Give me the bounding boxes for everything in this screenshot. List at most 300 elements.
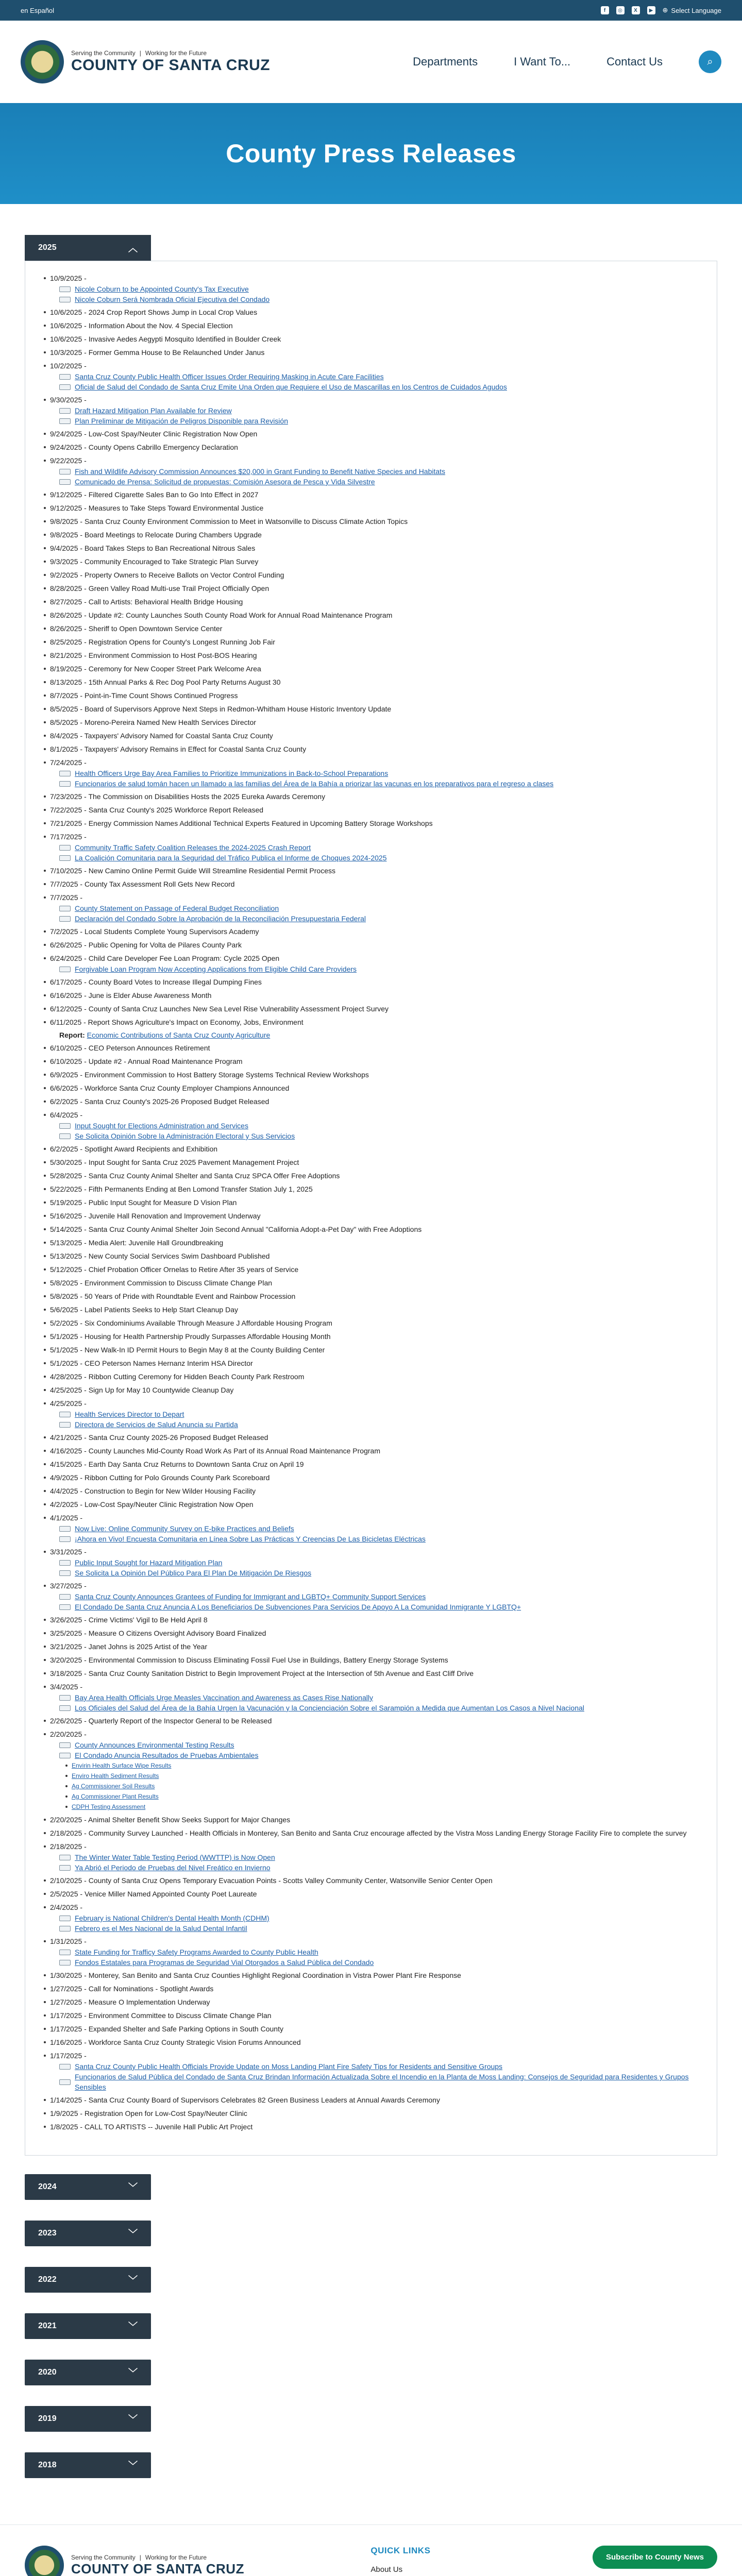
bullet-icon: [44, 1517, 46, 1519]
document-icon: [59, 1526, 71, 1532]
document-icon: [59, 374, 71, 380]
bullet-icon: [44, 1161, 46, 1163]
release-link-row: [44, 1121, 698, 1131]
release-link[interactable]: Nicole Coburn Será Nombrada Oficial Ejecutiva del Condado: [75, 295, 270, 303]
release-date-text: 8/25/2025 - Registration Opens for County's Longest Running Job Fair: [50, 638, 275, 646]
release-link[interactable]: Oficial de Salud del Condado de Santa Cruz Emite Una Orden que Requiere el Uso de Mascarillas en los Centros de Cuidados Agudos: [75, 383, 507, 391]
release-date: [44, 442, 698, 453]
release-date: [44, 1250, 698, 1262]
release-item: [44, 1030, 698, 1040]
bullet-icon: [44, 601, 46, 603]
release-link[interactable]: Forgivable Loan Program Now Accepting Applications from Eligible Child Care Providers: [75, 965, 357, 973]
release-item: [44, 1109, 698, 1141]
year-toggle[interactable]: [25, 2360, 151, 2385]
release-date: [44, 2050, 698, 2061]
release-link[interactable]: Febrero es el Mes Nacional de la Salud Dental Infantil: [75, 1924, 247, 1933]
release-date-text: 5/28/2025 - Santa Cruz County Animal Shelter and Santa Cruz SPCA Offer Free Adoptions: [50, 1172, 340, 1180]
bullet-icon: [44, 1335, 46, 1337]
bullet-icon: [44, 681, 46, 683]
release-link[interactable]: La Coalición Comunitaria para la Seguridad del Tráfico Publica el Informe de Choques 2024-2025: [75, 854, 387, 862]
year-label: 2025: [38, 243, 57, 252]
release-link[interactable]: Nicole Coburn to be Appointed County's Tax Executive: [75, 285, 249, 293]
bullet-icon: [44, 1114, 46, 1116]
release-date: [44, 1668, 698, 1679]
release-item: [44, 1371, 698, 1382]
release-link[interactable]: Plan Preliminar de Mitigación de Peligros Disponible para Revisión: [75, 417, 288, 425]
release-date-text: 6/2/2025 - Spotlight Award Recipients and Exhibition: [50, 1145, 218, 1153]
release-date-text: 6/6/2025 - Workforce Santa Cruz County Employer Champions Announced: [50, 1084, 290, 1092]
release-date: [44, 1398, 698, 1409]
release-item: [44, 650, 698, 661]
release-date: [44, 1681, 698, 1692]
nav-contact-us[interactable]: Contact Us: [606, 55, 663, 68]
select-language[interactable]: [663, 6, 722, 14]
release-date: [44, 1331, 698, 1342]
release-date: [44, 730, 698, 741]
attachment-link[interactable]: Enviro Health Sediment Results: [72, 1772, 159, 1780]
release-link-row: [44, 903, 698, 913]
attachment-link[interactable]: Envirin Health Surface Wipe Results: [72, 1762, 172, 1769]
release-link-row: [44, 1419, 698, 1430]
bullet-icon: [44, 1060, 46, 1062]
bullet-icon: [44, 1463, 46, 1465]
release-date-text: 5/8/2025 - 50 Years of Pride with Roundtable Event and Rainbow Procession: [50, 1292, 296, 1300]
bullet-icon: [44, 1008, 46, 1010]
release-date-text: 2/5/2025 - Venice Miller Named Appointed County Poet Laureate: [50, 1890, 257, 1898]
release-item: [44, 320, 698, 331]
release-date: [44, 663, 698, 674]
attachment-row: [44, 1771, 698, 1781]
bullet-icon: [44, 1832, 46, 1834]
release-date: [44, 569, 698, 581]
year-toggle[interactable]: [25, 2406, 151, 2432]
release-date: [44, 1016, 698, 1028]
footer-county-name: COUNTY OF SANTA CRUZ: [71, 2561, 244, 2576]
release-item: [44, 1936, 698, 1968]
release-item: [44, 360, 698, 392]
chevron-down-icon: ﹀: [128, 2182, 138, 2193]
year-toggle[interactable]: [25, 2267, 151, 2293]
release-date: [44, 360, 698, 371]
bullet-icon: [44, 694, 46, 697]
release-date: [44, 1264, 698, 1275]
hero-banner: [0, 103, 742, 204]
bullet-icon: [44, 1175, 46, 1177]
release-date: [44, 1841, 698, 1852]
bullet-icon: [44, 2099, 46, 2101]
release-date: [44, 1237, 698, 1248]
page-title: County Press Releases: [226, 139, 516, 168]
release-date-text: 7/17/2025 -: [50, 833, 87, 841]
release-link[interactable]: Ya Abrió el Periodo de Pruebas del Nivel Freático en Invierno: [75, 1863, 271, 1872]
release-date: [44, 636, 698, 648]
release-link[interactable]: Draft Hazard Mitigation Plan Available for Review: [75, 406, 232, 415]
release-link[interactable]: State Funding for Trafficy Safety Programs Awarded to County Public Health: [75, 1948, 318, 1956]
release-link[interactable]: County Announces Environmental Testing Results: [75, 1741, 234, 1749]
release-date-text: 6/12/2025 - County of Santa Cruz Launches New Sea Level Rise Vulnerability Assessment Project Survey: [50, 1005, 389, 1013]
release-link-row: [44, 1523, 698, 1534]
release-link-row: [44, 382, 698, 392]
release-date-text: 8/5/2025 - Board of Supervisors Approve Next Steps in Redmon-Whitham House Historic Inventory Update: [50, 705, 392, 713]
release-list: [25, 261, 717, 2156]
attachment-row: [44, 1791, 698, 1802]
nav-departments[interactable]: Departments: [413, 55, 478, 68]
bullet-icon: [44, 1585, 46, 1587]
release-item: [44, 307, 698, 318]
release-date: [44, 1485, 698, 1497]
bullet-icon: [44, 628, 46, 630]
release-date: [44, 1827, 698, 1839]
document-icon: [59, 418, 71, 424]
release-date-text: 6/10/2025 - Update #2 - Annual Road Maintenance Program: [50, 1057, 243, 1065]
document-icon: [59, 1916, 71, 1921]
release-date: [44, 703, 698, 715]
bullet-icon: [65, 1775, 68, 1777]
release-date: [44, 1344, 698, 1355]
release-date: [44, 1641, 698, 1652]
release-date-text: 10/9/2025 -: [50, 274, 87, 282]
release-item: [44, 1728, 698, 1812]
bullet-icon: [44, 2055, 46, 2057]
release-date: [44, 1170, 698, 1181]
document-icon: [59, 1705, 71, 1711]
bullet-icon: [65, 1795, 68, 1798]
bullet-icon: [44, 1503, 46, 1505]
document-icon: [59, 1855, 71, 1860]
release-date-text: 1/27/2025 - Measure O Implementation Underway: [50, 1998, 210, 2006]
county-name: COUNTY OF SANTA CRUZ: [71, 57, 271, 74]
document-icon: [59, 1742, 71, 1748]
release-date-text: 9/24/2025 - Low-Cost Spay/Neuter Clinic Registration Now Open: [50, 430, 258, 438]
release-date-text: 3/18/2025 - Santa Cruz County Sanitation District to Begin Improvement Project at the Intersection of 5th Avenue and East Cliff Drive: [50, 1669, 474, 1677]
release-link[interactable]: Funcionarios de salud tomán hacen un llamado a las familias del Área de la Bahía a priorizar las vacunas en los preparativos para el regreso a clases: [75, 779, 554, 788]
release-date: [44, 394, 698, 405]
attachment-link[interactable]: Ag Commissioner Plant Results: [72, 1793, 159, 1800]
release-date: [44, 347, 698, 358]
bullet-icon: [44, 1295, 46, 1297]
release-item: [44, 2037, 698, 2048]
release-link[interactable]: Los Oficiales del Salud del Área de la Bahía Urgen la Vacunación y la Concienciación Sobre el Sarampión a Medida que Aumentan Los Casos a Nivel Nacional: [75, 1704, 584, 1712]
release-date-text: 1/17/2025 -: [50, 2052, 87, 2060]
release-link[interactable]: Declaración del Condado Sobre la Aprobación de la Reconciliación Presupuestaria Federal: [75, 914, 366, 923]
release-date-text: 7/7/2025 - County Tax Assessment Roll Gets New Record: [50, 880, 235, 888]
bullet-icon: [44, 1490, 46, 1492]
bullet-icon: [44, 836, 46, 838]
release-date: [44, 307, 698, 318]
nav-i-want-to[interactable]: I Want To...: [514, 55, 571, 68]
release-link[interactable]: Se Solicita Opinión Sobre la Administración Electoral y Sus Servicios: [75, 1132, 295, 1140]
release-date: [44, 556, 698, 567]
footer-right: [593, 2546, 717, 2576]
release-item: [44, 2094, 698, 2106]
document-icon: [59, 1926, 71, 1931]
bullet-icon: [44, 761, 46, 764]
release-date-text: 8/4/2025 - Taxpayers' Advisory Named for Coastal Santa Cruz County: [50, 732, 273, 740]
bullet-icon: [44, 1720, 46, 1722]
release-date-text: 4/25/2025 - Sign Up for May 10 Countywide Cleanup Day: [50, 1386, 234, 1394]
release-link[interactable]: Bay Area Health Officials Urge Measles Vaccination and Awareness as Cases Rise Nationally: [75, 1693, 373, 1702]
release-date: [44, 976, 698, 988]
release-date-text: 1/30/2025 - Monterey, San Benito and Santa Cruz Counties Highlight Regional Coordination in Vistra Power Plant Fire Response: [50, 1971, 461, 1979]
release-link-row: [44, 1568, 698, 1578]
document-icon: [59, 781, 71, 787]
release-date: [44, 502, 698, 514]
bullet-icon: [44, 311, 46, 313]
release-date-text: 10/6/2025 - Invasive Aedes Aegypti Mosquito Identified in Boulder Creek: [50, 335, 281, 343]
release-link-row: [44, 1913, 698, 1923]
release-date: [44, 1003, 698, 1014]
release-date-text: 9/4/2025 - Board Takes Steps to Ban Recreational Nitrous Sales: [50, 544, 256, 552]
release-date: [44, 2010, 698, 2021]
release-date-text: 6/24/2025 - Child Care Developer Fee Loan Program: Cycle 2025 Open: [50, 954, 280, 962]
bullet-icon: [44, 883, 46, 885]
year-toggle[interactable]: [25, 2452, 151, 2478]
bullet-icon: [44, 1940, 46, 1942]
release-item: [44, 1875, 698, 1886]
globe-icon: ⊕: [662, 6, 668, 14]
release-link[interactable]: Santa Cruz County Public Health Officer Issues Order Requiring Masking in Acute Care Facilities: [75, 372, 384, 381]
release-date: [44, 1459, 698, 1470]
release-link[interactable]: Now Live: Online Community Survey on E-bike Practices and Beliefs: [75, 1524, 294, 1533]
document-icon: [59, 1960, 71, 1965]
bullet-icon: [44, 1845, 46, 1848]
document-icon: [59, 297, 71, 302]
release-date: [44, 273, 698, 284]
bullet-icon: [44, 1100, 46, 1103]
subscribe-button[interactable]: Subscribe to County News: [593, 2546, 717, 2569]
release-link[interactable]: Comunicado de Prensa: Solicitud de propuestas: Comisión Asesora de Pesca y Vida Silvestre: [75, 478, 375, 486]
document-icon: [59, 286, 71, 292]
bullet-icon: [44, 748, 46, 750]
footer-tagline-left: Serving the Community: [71, 2553, 136, 2561]
release-item: [44, 543, 698, 554]
release-date: [44, 1056, 698, 1067]
release-date: [44, 1902, 698, 1913]
release-date-text: 5/14/2025 - Santa Cruz County Animal Shelter Join Second Annual "California Adopt-a-Pet Day" with Free Adoptions: [50, 1225, 422, 1233]
bullet-icon: [44, 534, 46, 536]
search-icon: ⌕: [707, 56, 713, 67]
bullet-icon: [44, 822, 46, 824]
bullet-icon: [44, 1686, 46, 1688]
instagram-icon[interactable]: ◎: [616, 6, 625, 14]
attachment-row: [44, 1760, 698, 1771]
release-link-row: [44, 1703, 698, 1713]
main-content: [0, 204, 742, 2499]
youtube-icon[interactable]: ▶: [647, 6, 655, 14]
release-item: [44, 569, 698, 581]
release-date-text: 7/21/2025 - Energy Commission Names Additional Technical Experts Featured in Upcoming Battery Storage Workshops: [50, 819, 433, 827]
release-link[interactable]: Directora de Servicios de Salud Anuncia su Partida: [75, 1420, 238, 1429]
release-item: [44, 1277, 698, 1289]
attachment-row: [44, 1802, 698, 1812]
release-date-text: 5/19/2025 - Public Input Sought for Measure D Vision Plan: [50, 1198, 237, 1207]
release-date-text: 8/13/2025 - 15th Annual Parks & Rec Dog Pool Party Returns August 30: [50, 678, 281, 686]
release-item: [44, 636, 698, 648]
document-icon: [59, 408, 71, 414]
footer-link-about[interactable]: About Us: [370, 2565, 403, 2574]
year-label: 2024: [38, 2182, 57, 2191]
release-date: [44, 1654, 698, 1666]
release-item: [44, 878, 698, 890]
year-toggle[interactable]: [25, 2174, 151, 2200]
release-link-row: [44, 768, 698, 778]
language-link[interactable]: en Español: [21, 6, 55, 14]
document-icon: [59, 1560, 71, 1566]
release-date-text: 1/17/2025 - Environment Committee to Discuss Climate Change Plan: [50, 2011, 272, 2020]
footer-tagline-right: Working for the Future: [145, 2553, 207, 2561]
release-link[interactable]: Health Services Director to Depart: [75, 1410, 184, 1418]
release-date: [44, 1546, 698, 1557]
release-item: [44, 596, 698, 607]
main-nav: [413, 50, 721, 73]
release-link-row: [44, 2072, 698, 2092]
release-date: [44, 676, 698, 688]
release-date-text: 7/23/2025 - The Commission on Disabilities Hosts the 2025 Eureka Awards Ceremony: [50, 792, 326, 801]
release-item: [44, 347, 698, 358]
release-date-text: 8/5/2025 - Moreno-Pereira Named New Health Services Director: [50, 718, 256, 726]
release-date-text: 9/30/2025 -: [50, 396, 87, 404]
release-link[interactable]: Fondos Estatales para Programas de Seguridad Vial Otorgados a Salud Pública del Condado: [75, 1958, 374, 1967]
release-link[interactable]: County Statement on Passage of Federal Budget Reconciliation: [75, 904, 279, 912]
release-link-row: [44, 853, 698, 863]
x-icon[interactable]: X: [632, 6, 640, 14]
release-link[interactable]: Se Solicita La Opinión Del Público Para El Plan De Mitigación De Riesgos: [75, 1569, 312, 1577]
release-date: [44, 1472, 698, 1483]
release-item: [44, 1459, 698, 1470]
release-date-text: 6/11/2025 - Report Shows Agriculture's Impact on Economy, Jobs, Environment: [50, 1018, 303, 1026]
document-icon: [59, 1536, 71, 1542]
release-link[interactable]: Fish and Wildlife Advisory Commission Announces $20,000 in Grant Funding to Benefit Native Species and Habitats: [75, 467, 446, 476]
bullet-icon: [44, 399, 46, 401]
release-item: [44, 1069, 698, 1080]
release-item: [44, 2023, 698, 2035]
bullet-icon: [44, 507, 46, 509]
bullet-icon: [44, 795, 46, 798]
release-date-text: 5/1/2025 - Housing for Health Partnership Proudly Surpasses Affordable Housing Month: [50, 1332, 331, 1341]
release-link[interactable]: February is National Children's Dental Health Month (CDHM): [75, 1914, 269, 1922]
release-link[interactable]: El Condado Anuncia Resultados de Pruebas Ambientales: [75, 1751, 259, 1759]
release-item: [44, 1082, 698, 1094]
release-date-text: 8/26/2025 - Sheriff to Open Downtown Service Center: [50, 624, 223, 633]
release-date: [44, 953, 698, 964]
release-date-text: 2/20/2025 - Animal Shelter Benefit Show Seeks Support for Major Changes: [50, 1816, 291, 1824]
attachment-link[interactable]: CDPH Testing Assessment: [72, 1803, 146, 1810]
facebook-icon[interactable]: f: [601, 6, 609, 14]
release-date: [44, 878, 698, 890]
release-item: [44, 502, 698, 514]
bullet-icon: [44, 1322, 46, 1324]
utility-right: [601, 6, 722, 14]
release-date-text: 5/1/2025 - CEO Peterson Names Hernanz Interim HSA Director: [50, 1359, 253, 1367]
bullet-icon: [44, 809, 46, 811]
release-date-text: 9/22/2025 -: [50, 456, 87, 465]
bullet-icon: [44, 1201, 46, 1204]
release-date-text: 1/27/2025 - Call for Nominations - Spotlight Awards: [50, 1985, 214, 1993]
bullet-icon: [44, 614, 46, 616]
release-link[interactable]: Input Sought for Elections Administration and Services: [75, 1122, 248, 1130]
document-icon: [59, 855, 71, 861]
tagline: [71, 49, 270, 57]
attachment-link[interactable]: Ag Commissioner Soil Results: [72, 1783, 155, 1790]
release-link[interactable]: Health Officers Urge Bay Area Families to Prioritize Immunizations in Back-to-School Preparations: [75, 769, 389, 777]
release-link[interactable]: Public Input Sought for Hazard Mitigation Plan: [75, 1558, 223, 1567]
bullet-icon: [44, 2112, 46, 2114]
year-toggle-current[interactable]: [25, 235, 151, 261]
bullet-icon: [44, 1074, 46, 1076]
bullet-icon: [44, 994, 46, 996]
bullet-icon: [44, 574, 46, 576]
bullet-icon: [44, 2001, 46, 2003]
bullet-icon: [44, 1450, 46, 1452]
release-date-text: 5/13/2025 - Media Alert: Juvenile Hall Groundbreaking: [50, 1239, 224, 1247]
chevron-down-icon: ﹀: [128, 2275, 138, 2285]
bullet-icon: [44, 1282, 46, 1284]
bullet-icon: [44, 1988, 46, 1990]
bullet-icon: [44, 1047, 46, 1049]
document-icon: [59, 1950, 71, 1955]
release-date: [44, 455, 698, 466]
bullet-icon: [44, 1255, 46, 1257]
footer-logo[interactable]: [25, 2546, 244, 2576]
release-date-text: 1/8/2025 - CALL TO ARTISTS -- Juvenile Hall Public Art Project: [50, 2123, 253, 2131]
release-item: [44, 623, 698, 634]
release-date-text: 5/8/2025 - Environment Commission to Discuss Climate Change Plan: [50, 1279, 273, 1287]
release-item: [44, 690, 698, 701]
release-date: [44, 529, 698, 540]
release-item: [44, 1996, 698, 2008]
bullet-icon: [44, 460, 46, 462]
release-link[interactable]: Santa Cruz County Announces Grantees of Funding for Immigrant and LGBTQ+ Community Support Services: [75, 1592, 426, 1601]
release-date-text: 4/15/2025 - Earth Day Santa Cruz Returns to Downtown Santa Cruz on April 19: [50, 1460, 304, 1468]
release-date-text: 4/9/2025 - Ribbon Cutting for Polo Grounds County Park Scoreboard: [50, 1473, 270, 1482]
release-link[interactable]: El Condado De Santa Cruz Anuncia A Los Beneficiarios De Subvenciones Para Servicios De Apoyo A La Comunidad Inmigrante Y LGBTQ+: [75, 1603, 521, 1611]
release-item: [44, 1170, 698, 1181]
release-date: [44, 1445, 698, 1456]
quick-links: [370, 2546, 466, 2576]
release-date-text: 10/2/2025 -: [50, 362, 87, 370]
release-item: [44, 333, 698, 345]
release-date-text: 9/12/2025 - Measures to Take Steps Toward Environmental Justice: [50, 504, 264, 512]
release-date: [44, 1628, 698, 1639]
bullet-icon: [44, 1619, 46, 1621]
search-button[interactable]: [699, 50, 721, 73]
release-link[interactable]: The Winter Water Table Testing Period (WWTTP) is Now Open: [75, 1853, 275, 1861]
county-logo[interactable]: [21, 40, 270, 83]
bullet-icon: [65, 1785, 68, 1787]
release-link-row: [44, 913, 698, 924]
release-link[interactable]: Funcionarios de Salud Pública del Condado de Santa Cruz Brindan Información Actualizada Sobre el Incendio en la Planta de Moss Landing: Consejos de Seguridad para Residentes y Grupos Sensibles: [75, 2073, 689, 2091]
release-item: [44, 2010, 698, 2021]
report-link[interactable]: Economic Contributions of Santa Cruz County Agriculture: [87, 1031, 271, 1039]
release-date-text: 6/2/2025 - Santa Cruz County's 2025-26 Proposed Budget Released: [50, 1097, 269, 1106]
document-icon: [59, 384, 71, 390]
year-label: 2022: [38, 2275, 57, 2284]
release-link[interactable]: Community Traffic Safety Coalition Releases the 2024-2025 Crash Report: [75, 843, 311, 852]
release-date-text: 6/16/2025 - June is Elder Abuse Awareness Month: [50, 991, 212, 999]
release-link[interactable]: Santa Cruz County Public Health Officials Provide Update on Moss Landing Plant Fire Safety Tips for Residents and Sensitive Groups: [75, 2062, 503, 2071]
release-item: [44, 1472, 698, 1483]
release-link[interactable]: ¡Ahora en Vivo! Encuesta Comunitaria en Línea Sobre Las Prácticas Y Creencias De Las Bicicletas Eléctricas: [75, 1535, 426, 1543]
bullet-icon: [44, 1362, 46, 1364]
release-date: [44, 939, 698, 951]
year-toggle[interactable]: [25, 2221, 151, 2246]
release-date: [44, 1109, 698, 1121]
year-toggle[interactable]: [25, 2313, 151, 2339]
release-date-text: 8/19/2025 - Ceremony for New Cooper Street Park Welcome Area: [50, 665, 261, 673]
release-item: [44, 1614, 698, 1625]
document-icon: [59, 469, 71, 474]
release-date: [44, 489, 698, 500]
